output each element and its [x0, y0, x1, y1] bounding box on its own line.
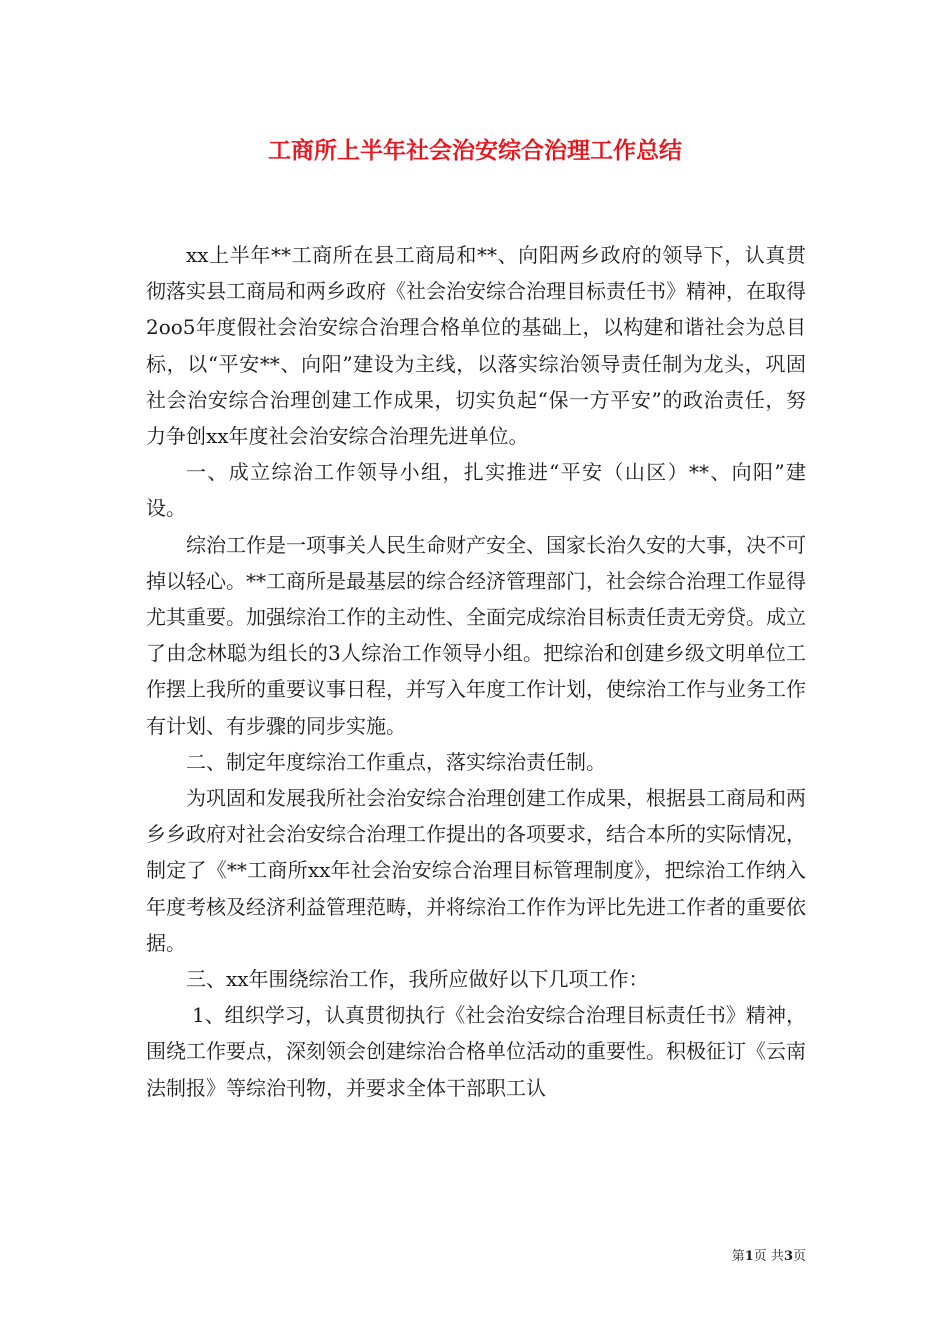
section-heading-1: 一、成立综治工作领导小组，扎实推进“平安（山区）**、向阳”建设。 — [146, 460, 806, 521]
paragraph-section-1: 综治工作是一项事关人民生命财产安全、国家长治久安的大事，决不可掉以轻心。**工商所是最基层的综合经济管理部门，社会综合治理工作显得尤其重要。加强综治工作的主动性、全面完成综治目标责任责无旁贷。成立了由念林聪为组长的3人综治工作领导小组。把综治和创建乡级文明单位工作摆上我所的重要议事日程，并写入年度工作计划，使综治工作与业务工作有计划、有步骤的同步实施。 — [146, 532, 806, 738]
footer-prefix: 第 — [731, 1249, 745, 1264]
document-title: 工商所上半年社会治安综合治理工作总结 — [268, 137, 682, 164]
footer-suffix: 页 — [792, 1249, 806, 1264]
paragraph-section-2: 为巩固和发展我所社会治安综合治理创建工作成果，根据县工商局和两乡乡政府对社会治安综合治理工作提出的各项要求，结合本所的实际情况，制定了《**工商所xx年社会治安综合治理目标管理制度》，把综治工作纳入年度考核及经济利益管理范畴，并将综治工作作为评比先进工作者的重要依据。 — [146, 786, 806, 955]
section-heading-3: 三、xx年围绕综治工作，我所应做好以下几项工作： — [186, 967, 649, 992]
section-heading-2: 二、制定年度综治工作重点，落实综治责任制。 — [186, 749, 606, 774]
list-item-1: 1、组织学习，认真贯彻执行《社会治安综合治理目标责任书》精神，围绕工作要点，深刻领会创建综治合格单位活动的重要性。积极征订《云南法制报》等综治刊物，并要求全体干部职工认 — [146, 1003, 806, 1100]
footer-current-page: 1 — [744, 1249, 754, 1264]
document-body — [146, 237, 806, 1106]
paragraph-intro: xx上半年**工商所在县工商局和**、向阳两乡政府的领导下，认真贯彻落实县工商局和两乡政府《社会治安综合治理目标责任书》精神，在取得2oo5年度假社会治安综合治理合格单位的基础上，以构建和谐社会为总目标，以“平安**、向阳”建设为主线，以落实综治领导责任制为龙头，巩固社会治安综合治理创建工作成果，切实负起“保一方平安”的政治责任，努力争创xx年度社会治安综合治理先进单位。 — [146, 243, 806, 449]
footer-middle: 页 共 — [753, 1249, 784, 1264]
footer-total-pages: 3 — [783, 1249, 793, 1264]
page-number-footer — [0, 1248, 806, 1266]
